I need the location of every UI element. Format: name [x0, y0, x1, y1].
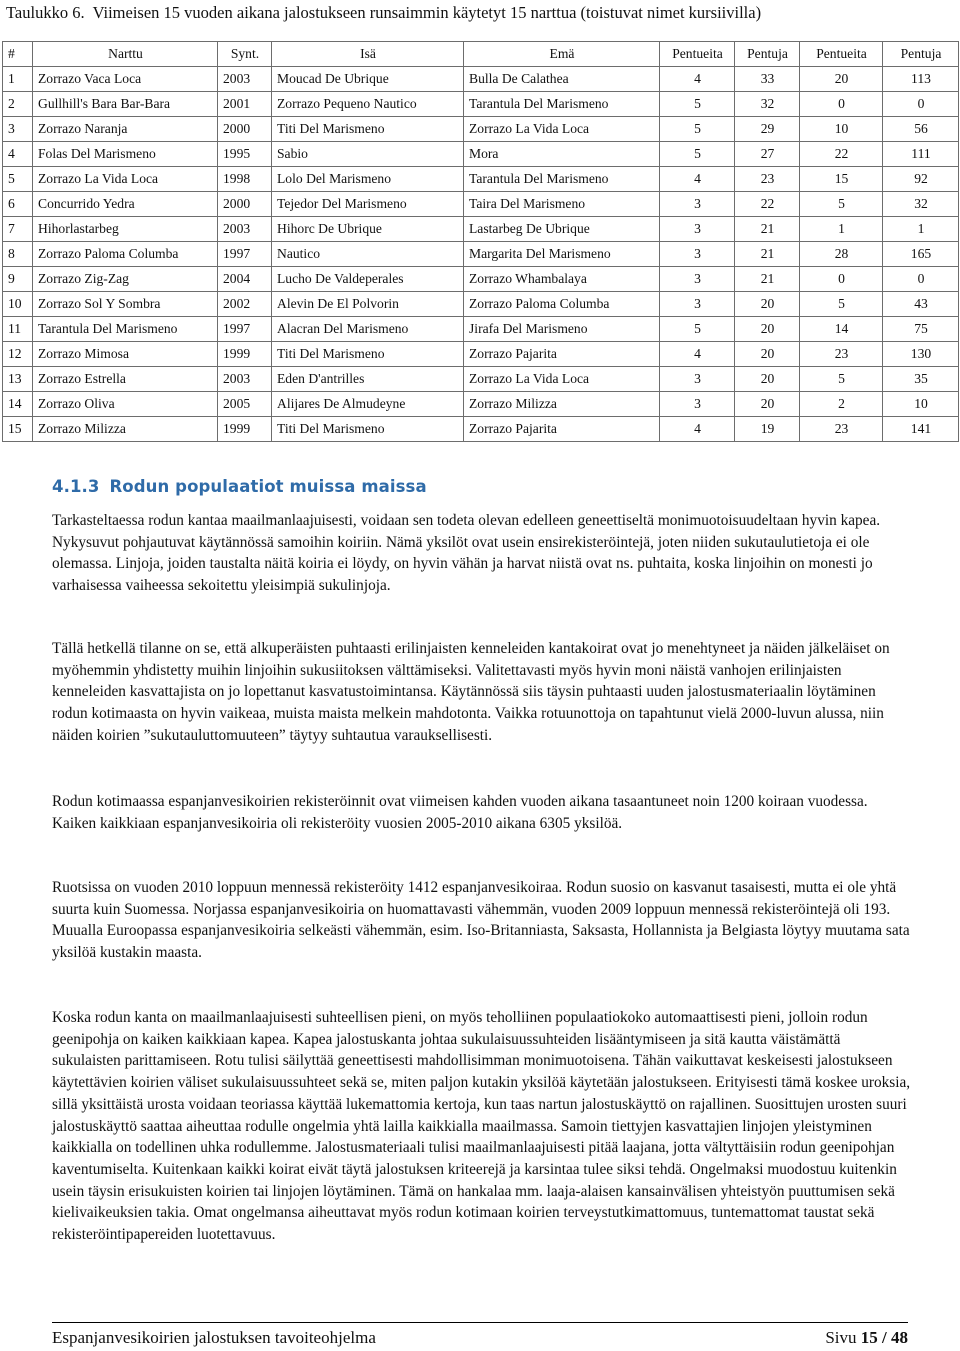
header-born: Synt.: [218, 42, 272, 67]
cell-sire: Eden D'antrilles: [272, 367, 464, 392]
cell-sire: Tejedor Del Marismeno: [272, 192, 464, 217]
cell-litters-2: 23: [800, 417, 883, 442]
cell-litters-2: 14: [800, 317, 883, 342]
cell-rank: 7: [3, 217, 33, 242]
table-row: [3, 192, 959, 217]
cell-dam: Mora: [464, 142, 660, 167]
cell-litters: 3: [660, 242, 735, 267]
cell-born: 2000: [218, 117, 272, 142]
cell-female: Tarantula Del Marismeno: [33, 317, 218, 342]
page-label: Sivu: [825, 1328, 857, 1347]
paragraph-5: Koska rodun kanta on maailmanlaajuisesti suhteellisen pieni, on myös teholliinen populaatiokoko automaattisesti pieni, jolloin rodun geenipohja on kaiken kaikkiaan kapea. Kapea jalostuskanta johtaa sukulaisuussuhteiden lisääntymiseen ja sitä kautta väistämättä sukulaisten parittamiseen. Rotu tulisi säilyttää geneettisesti mahdollisimman monimuotoisena. Tähän vaikuttavat keskeisesti jalostukseen käytettävien koirien väliset sukulaisuussuhteet sekä se, miten paljon kutakin yksilöä käytetään jalostukseen. Erityisesti tämä koskee uroksia, sillä yksittäistä urosta voidaan teoriassa käyttää lukemattomia kertoja, kun taas nartun jalostuskäyttö on rajallinen. Suosittujen urosten suuri jalostuskäyttö saattaa aiheuttaa rodulle ongelmia yhtä lailla kaikkialla maailmassa. Samoin tiettyjen kasvattajien linjojen yleistyminen kaikkialla on todellinen uhka rodullemme. Jalostusmateriaali tulisi maailmanlaajuisesti pitää laajana, jotta vältyttäisiin rodun geenipohjan kaventumiselta. Kuitenkaan kaikki koirat eivät täytä jalostuksen kriteerejä ja karsintaa tulee siksi tehdä. Ongelmaksi muodostuu kuitenkin usein täysin erisukuisten koirien tai linjojen löytäminen. Tämä on hankalaa mm. laaja-alaisen kansainvälisen yhteistyön puuttumisen sekä kielivaikeuksien takia. Omat ongelmansa aiheuttavat myös rodun kotimaan koirien terveystutkimattomuus, tuntemattomat taustat sekä rekisteröintipapereiden luotettavuus.: [52, 1009, 911, 1244]
cell-puppies: 20: [735, 317, 800, 342]
cell-female: Zorrazo Vaca Loca: [33, 67, 218, 92]
cell-born: 2003: [218, 217, 272, 242]
cell-puppies-2: 0: [883, 267, 959, 292]
cell-sire: Alevin De El Polvorin: [272, 292, 464, 317]
table-row: [3, 117, 959, 142]
cell-born: 1998: [218, 167, 272, 192]
table-row: [3, 217, 959, 242]
cell-litters-2: 5: [800, 367, 883, 392]
cell-litters-2: 15: [800, 167, 883, 192]
cell-sire: Titi Del Marismeno: [272, 417, 464, 442]
cell-litters-2: 22: [800, 142, 883, 167]
cell-puppies: 21: [735, 267, 800, 292]
cell-sire: Lolo Del Marismeno: [272, 167, 464, 192]
cell-female: Zorrazo La Vida Loca: [33, 167, 218, 192]
cell-sire: Titi Del Marismeno: [272, 117, 464, 142]
cell-dam: Taira Del Marismeno: [464, 192, 660, 217]
cell-rank: 14: [3, 392, 33, 417]
cell-puppies: 21: [735, 217, 800, 242]
page-number: [825, 1328, 908, 1348]
paragraph-2: Tällä hetkellä tilanne on se, että alkuperäisten puhtaasti erilinjaisten kenneleiden kantakoirat ovat jo menehtyneet ja näiden jälkeläiset on myöhemmin yhdistetty muihin linjoihin sukusiitoksen välttämiseksi. Valitettavasti myös hyvin moni näistä vanhojen erilinjaisten kenneleiden kasvattajista on jo lopettanut kasvatustoimintansa. Käytännössä siis täysin puhtaasti uuden jalostusmateriaalin löytäminen rodun kotimaasta on hyvin vaikeaa, muista maista melkein mahdotonta. Vaikka rotuunottoja on tapahtunut vielä 2000-luvun alussa, niin näiden koirien ”sukutauluttomuuteen” täytyy suhtautua varauksellisesti.: [52, 640, 890, 744]
cell-litters: 3: [660, 217, 735, 242]
cell-rank: 15: [3, 417, 33, 442]
cell-litters-2: 10: [800, 117, 883, 142]
cell-litters: 3: [660, 267, 735, 292]
cell-litters: 4: [660, 67, 735, 92]
cell-sire: Hihorc De Ubrique: [272, 217, 464, 242]
header-female: Narttu: [33, 42, 218, 67]
header-puppies: Pentuja: [735, 42, 800, 67]
table-row: [3, 317, 959, 342]
cell-litters-2: 28: [800, 242, 883, 267]
cell-dam: Zorrazo Pajarita: [464, 417, 660, 442]
cell-sire: Lucho De Valdeperales: [272, 267, 464, 292]
cell-puppies-2: 111: [883, 142, 959, 167]
paragraph-1: Tarkasteltaessa rodun kantaa maailmanlaajuisesti, voidaan sen todeta olevan edelleen geneettiseltä monimuotoisuudeltaan hyvin kapea. Nykysuvut pohjautuvat käytännössä samoihin koiriin. Nämä yksilöt ovat usein ensirekisteröintejä, joten niiden sukutaulutietoja ei ole olemassa. Linjoja, joiden taustalta näitä koiria ei löydy, on hyvin vähän ja harvat niistä ovat ns. puhtaita, koska linjoihin on monesti jo varhaisessa vaiheessa sekoitettu yleisimpiä sukulinjoja.: [52, 512, 881, 595]
table-row: [3, 342, 959, 367]
cell-female: Zorrazo Zig-Zag: [33, 267, 218, 292]
cell-dam: Lastarbeg De Ubrique: [464, 217, 660, 242]
table-row: [3, 292, 959, 317]
cell-born: 2001: [218, 92, 272, 117]
cell-puppies-2: 165: [883, 242, 959, 267]
cell-litters: 5: [660, 117, 735, 142]
cell-litters: 4: [660, 167, 735, 192]
cell-female: Zorrazo Paloma Columba: [33, 242, 218, 267]
cell-puppies: 21: [735, 242, 800, 267]
cell-rank: 2: [3, 92, 33, 117]
cell-litters: 3: [660, 367, 735, 392]
cell-litters: 5: [660, 317, 735, 342]
page-footer: [52, 1322, 908, 1348]
cell-born: 2000: [218, 192, 272, 217]
cell-rank: 11: [3, 317, 33, 342]
cell-rank: 8: [3, 242, 33, 267]
footer-title: Espanjanvesikoirien jalostuksen tavoiteohjelma: [52, 1328, 376, 1347]
cell-litters: 5: [660, 142, 735, 167]
cell-rank: 4: [3, 142, 33, 167]
caption-text: Viimeisen 15 vuoden aikana jalostukseen runsaimmin käytetyt 15 narttua (toistuvat nimet kursiivilla): [92, 3, 762, 22]
cell-sire: Nautico: [272, 242, 464, 267]
header-puppies-2: Pentuja: [883, 42, 959, 67]
cell-born: 2003: [218, 367, 272, 392]
cell-female: Zorrazo Mimosa: [33, 342, 218, 367]
cell-puppies-2: 35: [883, 367, 959, 392]
cell-litters: 4: [660, 417, 735, 442]
cell-puppies: 22: [735, 192, 800, 217]
table-row: [3, 417, 959, 442]
cell-sire: Moucad De Ubrique: [272, 67, 464, 92]
cell-puppies-2: 0: [883, 92, 959, 117]
cell-puppies: 32: [735, 92, 800, 117]
page-current: 15: [860, 1328, 878, 1347]
cell-puppies: 27: [735, 142, 800, 167]
cell-puppies: 19: [735, 417, 800, 442]
cell-sire: Alacran Del Marismeno: [272, 317, 464, 342]
cell-dam: Jirafa Del Marismeno: [464, 317, 660, 342]
cell-puppies-2: 141: [883, 417, 959, 442]
page-separator: /: [882, 1328, 887, 1347]
cell-rank: 6: [3, 192, 33, 217]
cell-puppies-2: 130: [883, 342, 959, 367]
cell-born: 2002: [218, 292, 272, 317]
cell-female: Concurrido Yedra: [33, 192, 218, 217]
cell-litters: 5: [660, 92, 735, 117]
cell-dam: Zorrazo La Vida Loca: [464, 117, 660, 142]
page-total: 48: [891, 1328, 908, 1347]
cell-litters-2: 1: [800, 217, 883, 242]
cell-dam: Tarantula Del Marismeno: [464, 92, 660, 117]
table-row: [3, 142, 959, 167]
cell-rank: 3: [3, 117, 33, 142]
cell-born: 1997: [218, 242, 272, 267]
cell-puppies-2: 1: [883, 217, 959, 242]
cell-sire: Alijares De Almudeyne: [272, 392, 464, 417]
females-table: [2, 41, 959, 442]
table-row: [3, 267, 959, 292]
cell-rank: 13: [3, 367, 33, 392]
header-dam: Emä: [464, 42, 660, 67]
cell-litters-2: 2: [800, 392, 883, 417]
cell-puppies: 29: [735, 117, 800, 142]
table-row: [3, 92, 959, 117]
cell-sire: Titi Del Marismeno: [272, 342, 464, 367]
cell-puppies-2: 43: [883, 292, 959, 317]
paragraph-4: Ruotsissa on vuoden 2010 loppuun mennessä rekisteröity 1412 espanjanvesikoiraa. Rodun suosio on kasvanut tasaisesti, mutta ei ole yhtä suurta kuin Suomessa. Norjassa espanjanvesikoiria on huomattavasti vähemmän, vuoden 2009 loppuun mennessä rekisteröintejä oli 193. Muualla Euroopassa espanjanvesikoiria selkeästi vähemmän, esim. Iso-Britanniasta, Saksasta, Hollannista ja Belgiasta löytyy muutama sata yksilöä kustakin maasta.: [52, 879, 910, 962]
table-row: [3, 367, 959, 392]
cell-dam: Zorrazo Pajarita: [464, 342, 660, 367]
cell-litters-2: 0: [800, 92, 883, 117]
cell-puppies: 20: [735, 342, 800, 367]
cell-litters-2: 5: [800, 192, 883, 217]
table-row: [3, 167, 959, 192]
cell-sire: Sabio: [272, 142, 464, 167]
cell-litters-2: 20: [800, 67, 883, 92]
cell-female: Zorrazo Naranja: [33, 117, 218, 142]
cell-dam: Tarantula Del Marismeno: [464, 167, 660, 192]
cell-female: Zorrazo Estrella: [33, 367, 218, 392]
cell-litters: 3: [660, 292, 735, 317]
cell-litters: 4: [660, 342, 735, 367]
cell-puppies-2: 113: [883, 67, 959, 92]
table-row: [3, 67, 959, 92]
cell-puppies: 33: [735, 67, 800, 92]
cell-dam: Margarita Del Marismeno: [464, 242, 660, 267]
cell-female: Zorrazo Sol Y Sombra: [33, 292, 218, 317]
cell-female: Zorrazo Oliva: [33, 392, 218, 417]
cell-female: Gullhill's Bara Bar-Bara: [33, 92, 218, 117]
cell-born: 2004: [218, 267, 272, 292]
cell-rank: 5: [3, 167, 33, 192]
cell-born: 1999: [218, 342, 272, 367]
cell-dam: Zorrazo La Vida Loca: [464, 367, 660, 392]
cell-litters: 3: [660, 392, 735, 417]
cell-rank: 1: [3, 67, 33, 92]
cell-born: 1999: [218, 417, 272, 442]
cell-born: 2003: [218, 67, 272, 92]
cell-puppies-2: 32: [883, 192, 959, 217]
table-header-row: [3, 42, 959, 67]
cell-litters-2: 23: [800, 342, 883, 367]
cell-female: Zorrazo Milizza: [33, 417, 218, 442]
cell-puppies-2: 75: [883, 317, 959, 342]
header-rank: #: [3, 42, 33, 67]
cell-puppies-2: 56: [883, 117, 959, 142]
table-row: [3, 242, 959, 267]
cell-puppies-2: 92: [883, 167, 959, 192]
cell-dam: Bulla De Calathea: [464, 67, 660, 92]
cell-born: 2005: [218, 392, 272, 417]
header-sire: Isä: [272, 42, 464, 67]
cell-dam: Zorrazo Milizza: [464, 392, 660, 417]
cell-puppies: 20: [735, 292, 800, 317]
cell-rank: 9: [3, 267, 33, 292]
caption-label: Taulukko 6.: [6, 3, 85, 22]
cell-litters: 3: [660, 192, 735, 217]
table-row: [3, 392, 959, 417]
table-caption: [6, 2, 906, 23]
cell-female: Folas Del Marismeno: [33, 142, 218, 167]
header-litters-2: Pentueita: [800, 42, 883, 67]
cell-puppies: 23: [735, 167, 800, 192]
paragraph-3: Rodun kotimaassa espanjanvesikoirien rekisteröinnit ovat viimeisen kahden vuoden aikana tasaantuneet noin 1200 koiraan vuodessa. Kaiken kaikkiaan espanjanvesikoiria oli rekisteröity vuosien 2005-2010 aikana 6305 yksilöä.: [52, 793, 868, 832]
cell-puppies: 20: [735, 392, 800, 417]
cell-puppies: 20: [735, 367, 800, 392]
cell-born: 1995: [218, 142, 272, 167]
header-litters: Pentueita: [660, 42, 735, 67]
cell-sire: Zorrazo Pequeno Nautico: [272, 92, 464, 117]
cell-born: 1997: [218, 317, 272, 342]
cell-rank: 10: [3, 292, 33, 317]
section-number: 4.1.3: [52, 477, 100, 496]
cell-dam: Zorrazo Whambalaya: [464, 267, 660, 292]
cell-litters-2: 0: [800, 267, 883, 292]
cell-female: Hihorlastarbeg: [33, 217, 218, 242]
cell-litters-2: 5: [800, 292, 883, 317]
section-title: Rodun populaatiot muissa maissa: [109, 477, 427, 496]
cell-rank: 12: [3, 342, 33, 367]
cell-dam: Zorrazo Paloma Columba: [464, 292, 660, 317]
cell-puppies-2: 10: [883, 392, 959, 417]
section-heading: [52, 477, 427, 496]
